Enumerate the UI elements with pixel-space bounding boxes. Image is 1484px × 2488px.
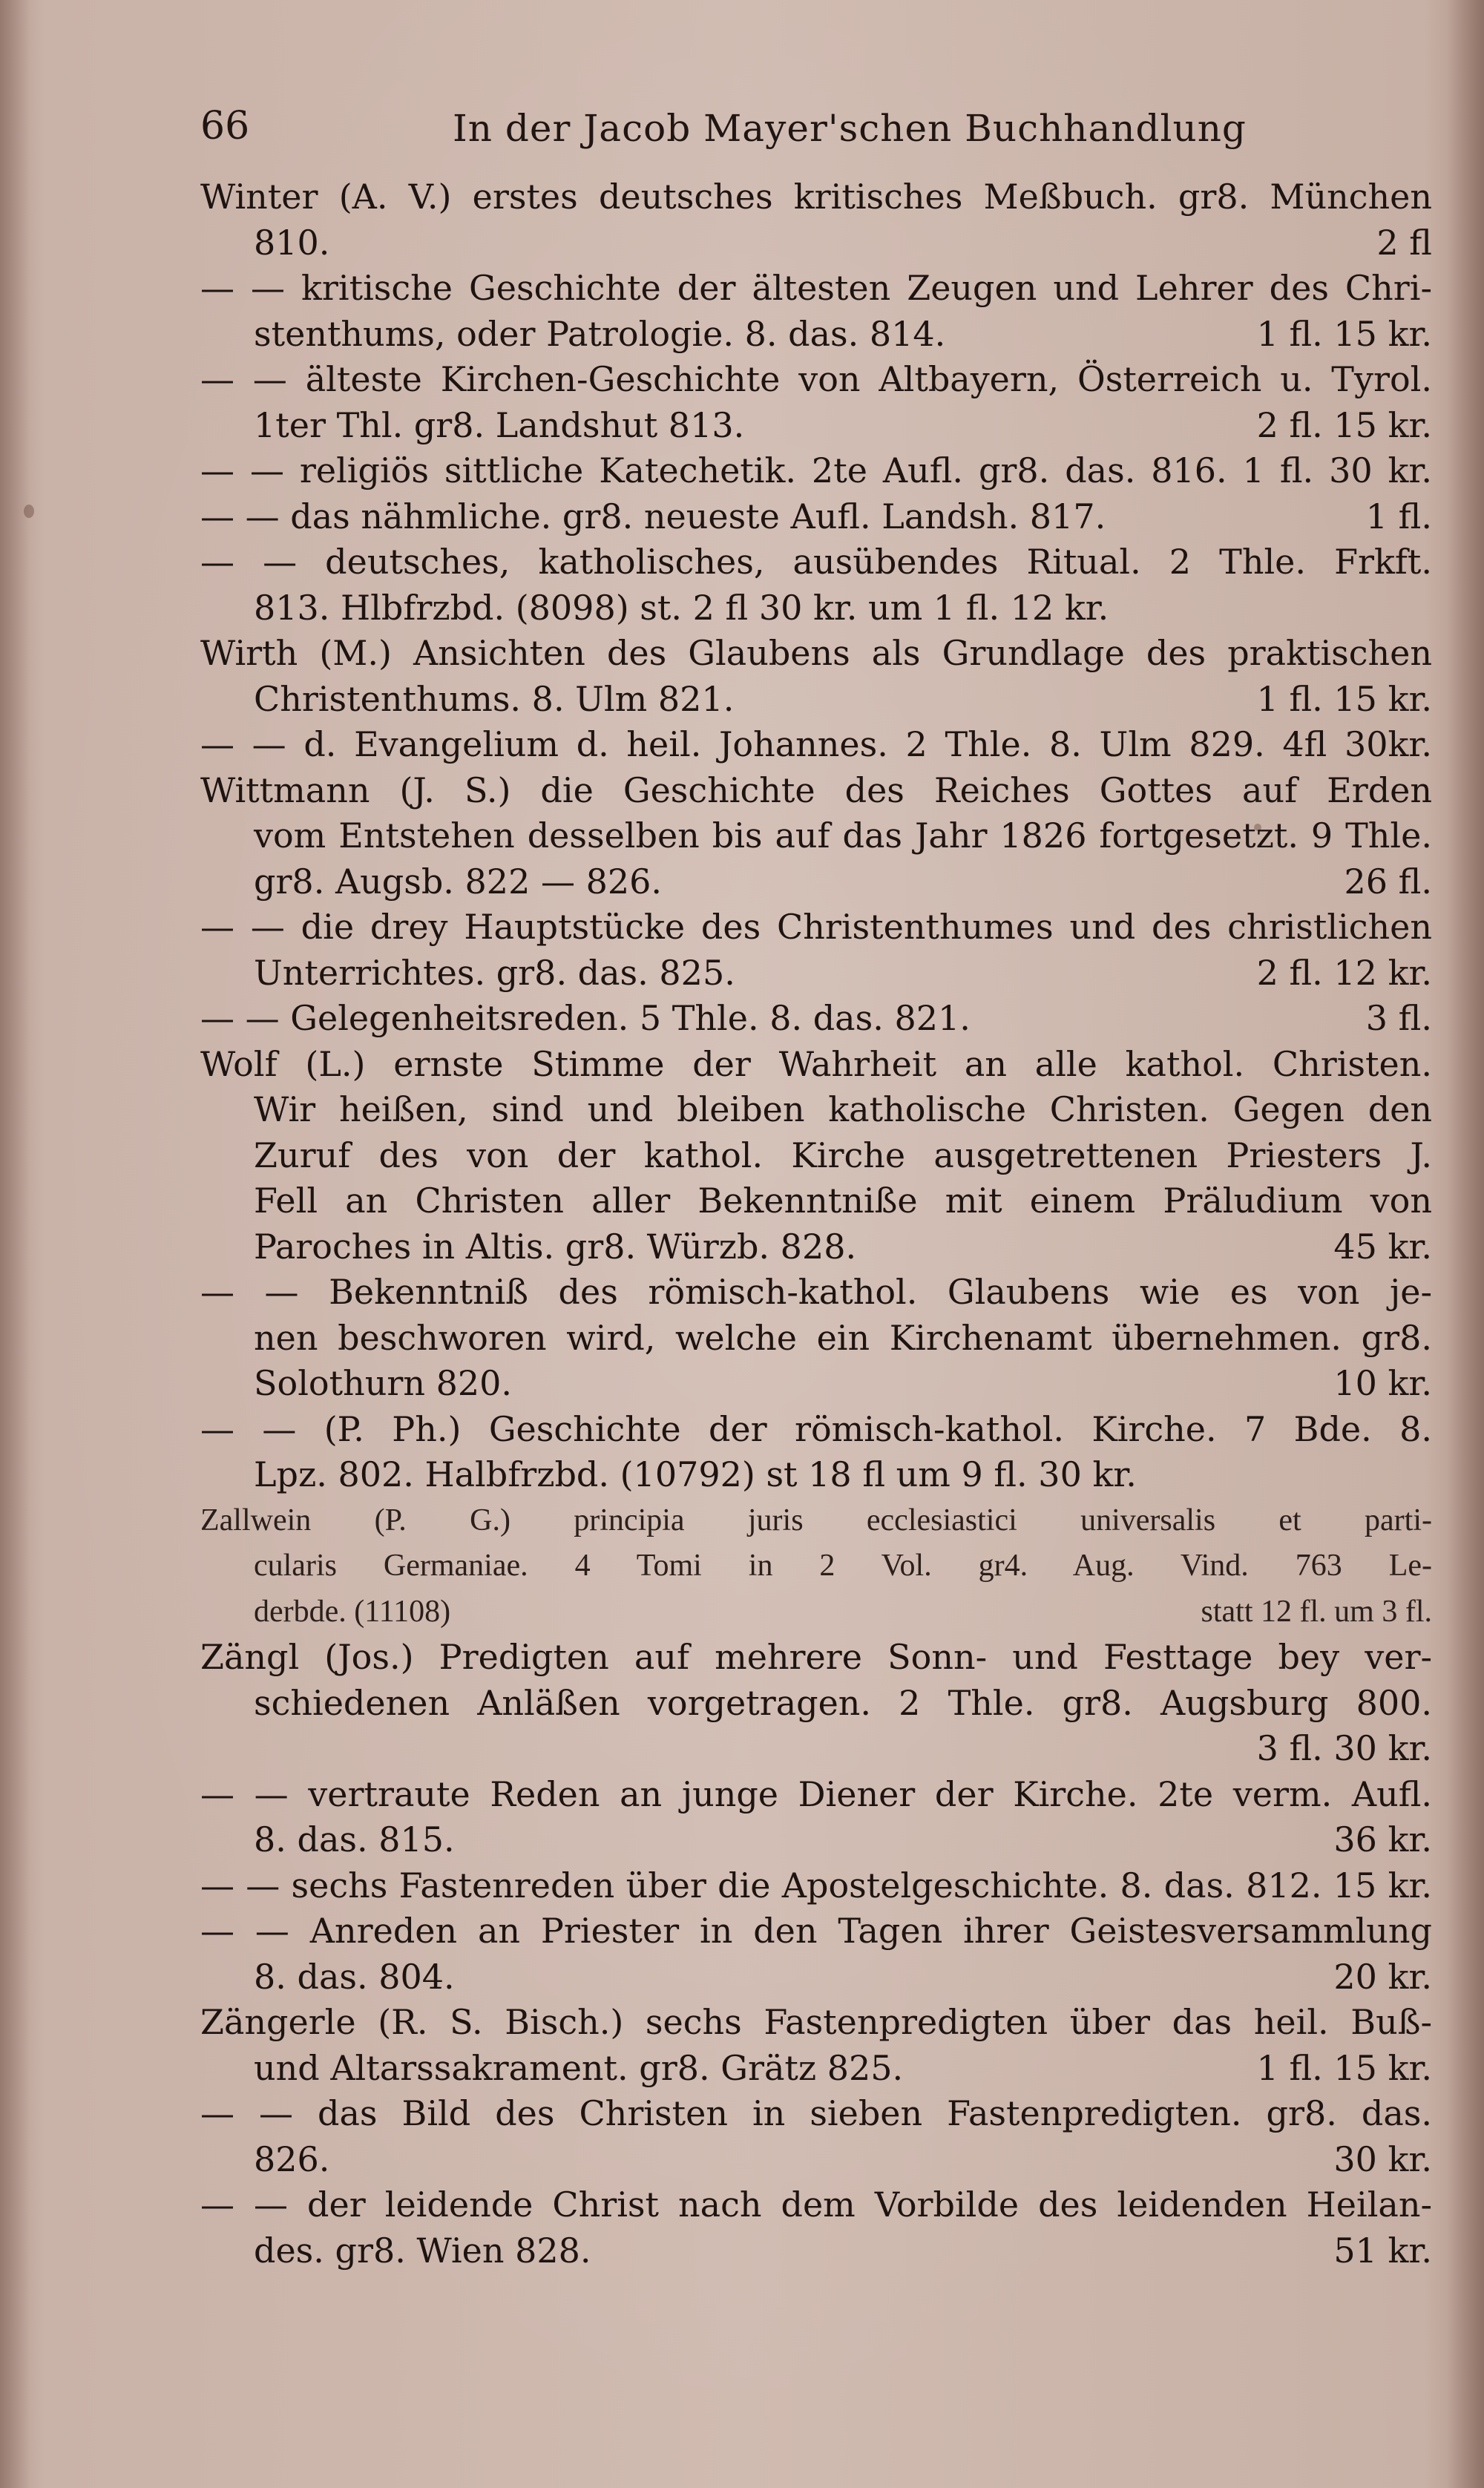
entry-text: Zängerle (R. S. Bisch.) sechs Fastenpredigten über das heil. Buß-	[200, 2002, 1432, 2042]
catalogue-line	[200, 2000, 1432, 2046]
entry-text: 810.	[254, 222, 330, 263]
entry-text: Unterrichtes. gr8. das. 825.	[254, 952, 735, 993]
entry-price: 45 kr.	[1333, 1226, 1432, 1267]
entry-text: Solothurn 820.	[254, 1363, 513, 1403]
entry-text: — — Gelegenheitsreden. 5 Thle. 8. das. 821.	[200, 998, 971, 1038]
entry-price: 26 fl.	[1344, 861, 1432, 902]
entry-text: 8. das. 804.	[254, 1956, 455, 1997]
entry-text: Christenthums. 8. Ulm 821.	[254, 678, 735, 719]
entry-price: 20 kr.	[1333, 1956, 1432, 1997]
entry-text: derbde. (11108)	[254, 1594, 451, 1629]
entry-text: — — d. Evangelium d. heil. Johannes. 2 Thle. 8. Ulm 829. 4fl 30kr.	[200, 724, 1432, 764]
entry-price: 3 fl.	[1365, 998, 1432, 1038]
entry-text: und Altarssakrament. gr8. Grätz 825.	[254, 2047, 904, 2088]
entry-text: — — älteste Kirchen-Geschichte von Altbayern, Österreich u. Tyrol.	[200, 359, 1432, 399]
catalogue-line	[200, 2228, 1432, 2274]
entry-price: 2 fl	[1376, 222, 1432, 263]
catalogue-line	[200, 1133, 1432, 1179]
catalogue-line	[200, 403, 1432, 449]
entry-text: gr8. Augsb. 822 — 826.	[254, 861, 663, 902]
entry-text: Zuruf des von der kathol. Kirche ausgetrettenen Priesters J.	[254, 1135, 1432, 1175]
catalogue-line	[200, 1863, 1432, 1909]
catalogue-line	[200, 174, 1432, 220]
entry-text: stenthums, oder Patrologie. 8. das. 814.	[254, 313, 946, 354]
catalogue-line	[200, 1178, 1432, 1224]
catalogue-line	[200, 859, 1432, 905]
running-title: In der Jacob Mayer'schen Buchhandlung	[453, 107, 1247, 150]
page-shadow-left	[0, 0, 30, 2488]
entry-text: Zallwein (P. G.) principia juris ecclesiastici universalis et parti-	[200, 1503, 1432, 1537]
catalogue-line	[200, 357, 1432, 403]
page-number: 66	[200, 104, 250, 148]
catalogue-line	[200, 1589, 1432, 1635]
entry-price: 51 kr.	[1333, 2230, 1432, 2271]
catalogue-line	[200, 2046, 1432, 2092]
entry-price: 10 kr.	[1333, 1363, 1432, 1403]
catalogue-line	[200, 768, 1432, 814]
entry-text: — — die drey Hauptstücke des Christenthumes und des christlichen	[200, 907, 1432, 947]
catalogue-line	[200, 266, 1432, 312]
catalogue-line	[200, 2182, 1432, 2228]
catalogue-line	[200, 312, 1432, 358]
entry-text: Wolf (L.) ernste Stimme der Wahrheit an alle kathol. Christen.	[200, 1043, 1432, 1084]
entry-price: 1 fl. 15 kr.	[1256, 313, 1432, 354]
entry-price: 36 kr.	[1333, 1819, 1432, 1860]
catalogue-line	[200, 677, 1432, 723]
entry-text: 8. das. 815.	[254, 1819, 455, 1860]
entry-text: — — deutsches, katholisches, ausübendes Ritual. 2 Thle. Frkft.	[200, 542, 1432, 582]
page-shadow-right	[1447, 0, 1484, 2488]
catalogue-line	[200, 585, 1432, 631]
catalogue-line	[200, 905, 1432, 951]
paper-stain	[24, 505, 34, 518]
catalogue-line	[200, 813, 1432, 859]
catalogue-line	[200, 1908, 1432, 1954]
catalogue-line	[200, 722, 1432, 768]
entry-text: — — das nähmliche. gr8. neueste Aufl. Landsh. 817.	[200, 496, 1106, 536]
catalogue-line	[200, 996, 1432, 1042]
catalogue-line	[200, 1270, 1432, 1316]
catalogue-line	[200, 631, 1432, 677]
entry-text: Zängl (Jos.) Predigten auf mehrere Sonn- und Festtage bey ver-	[200, 1637, 1432, 1677]
catalogue-line	[200, 1452, 1432, 1498]
entry-price: 1 fl. 15 kr.	[1256, 678, 1432, 719]
catalogue-line	[200, 951, 1432, 997]
catalogue-listing	[200, 174, 1432, 2274]
entry-text: — — Anreden an Priester in den Tagen ihrer Geistesversammlung	[200, 1911, 1432, 1951]
entry-text: — — sechs Fastenreden über die Apostelgeschichte. 8. das. 812. 15 kr.	[200, 1865, 1432, 1906]
catalogue-line	[200, 1224, 1432, 1270]
catalogue-line	[200, 494, 1432, 540]
catalogue-line	[200, 2091, 1432, 2137]
entry-text: cularis Germaniae. 4 Tomi in 2 Vol. gr4. Aug. Vind. 763 Le-	[254, 1549, 1432, 1583]
entry-text: Wittmann (J. S.) die Geschichte des Reiches Gottes auf Erden	[200, 769, 1432, 810]
entry-text: nen beschworen wird, welche ein Kirchenamt übernehmen. gr8.	[254, 1317, 1432, 1358]
entry-text: Fell an Christen aller Bekenntniße mit einem Präludium von	[254, 1181, 1432, 1221]
catalogue-line	[200, 539, 1432, 585]
catalogue-line	[200, 1954, 1432, 2000]
catalogue-line	[200, 1361, 1432, 1407]
entry-text: Paroches in Altis. gr8. Würzb. 828.	[254, 1226, 857, 1267]
catalogue-line	[200, 1087, 1432, 1133]
catalogue-line	[200, 1543, 1432, 1589]
entry-text: — — das Bild des Christen in sieben Fastenpredigten. gr8. das.	[200, 2093, 1432, 2133]
entry-text: vom Entstehen desselben bis auf das Jahr 1826 fortgesetzt. 9 Thle.	[254, 815, 1432, 856]
entry-price: 3 fl. 30 kr.	[1256, 1728, 1432, 1768]
catalogue-line	[200, 2137, 1432, 2183]
entry-text: schiedenen Anläßen vorgetragen. 2 Thle. gr8. Augsburg 800.	[254, 1682, 1432, 1723]
catalogue-line	[200, 1817, 1432, 1863]
catalogue-line	[200, 1042, 1432, 1088]
entry-text: Wirth (M.) Ansichten des Glaubens als Grundlage des praktischen	[200, 633, 1432, 673]
catalogue-line	[200, 448, 1432, 494]
entry-text: Winter (A. V.) erstes deutsches kritisches Meßbuch. gr8. München	[200, 177, 1432, 217]
entry-text: — — vertraute Reden an junge Diener der Kirche. 2te verm. Aufl.	[200, 1773, 1432, 1814]
catalogue-line	[200, 1316, 1432, 1362]
catalogue-line	[200, 1772, 1432, 1818]
entry-text: — — religiös sittliche Katechetik. 2te Aufl. gr8. das. 816. 1 fl. 30 kr.	[200, 450, 1432, 490]
entry-text: Lpz. 802. Halbfrzbd. (10792) st 18 fl um 9 fl. 30 kr.	[254, 1454, 1137, 1494]
catalogue-line	[200, 1635, 1432, 1681]
entry-text: 813. Hlbfrzbd. (8098) st. 2 fl 30 kr. um 1 fl. 12 kr.	[254, 587, 1109, 628]
entry-price: statt 12 fl. um 3 fl.	[1201, 1594, 1432, 1629]
entry-price: 2 fl. 12 kr.	[1256, 952, 1432, 993]
entry-price: 2 fl. 15 kr.	[1256, 404, 1432, 445]
catalogue-line	[200, 1498, 1432, 1544]
entry-text: — — der leidende Christ nach dem Vorbilde des leidenden Heilan-	[200, 2185, 1432, 2225]
entry-price: 1 fl. 15 kr.	[1256, 2047, 1432, 2088]
entry-text: — — (P. Ph.) Geschichte der römisch-kathol. Kirche. 7 Bde. 8.	[200, 1408, 1432, 1449]
entry-text: 1ter Thl. gr8. Landshut 813.	[254, 404, 745, 445]
entry-text: — — Bekenntniß des römisch-kathol. Glaubens wie es von je-	[200, 1272, 1432, 1312]
catalogue-line	[200, 1681, 1432, 1727]
catalogue-line	[200, 1407, 1432, 1453]
entry-text: Wir heißen, sind und bleiben katholische Christen. Gegen den	[254, 1089, 1432, 1129]
entry-text: 826.	[254, 2139, 330, 2179]
entry-price: 1 fl.	[1365, 496, 1432, 536]
entry-text: des. gr8. Wien 828.	[254, 2230, 591, 2271]
catalogue-line	[200, 1726, 1432, 1772]
entry-price: 30 kr.	[1333, 2139, 1432, 2179]
page-header	[200, 104, 1447, 171]
catalogue-line	[200, 220, 1432, 266]
entry-text: — — kritische Geschichte der ältesten Zeugen und Lehrer des Chri-	[200, 268, 1432, 308]
